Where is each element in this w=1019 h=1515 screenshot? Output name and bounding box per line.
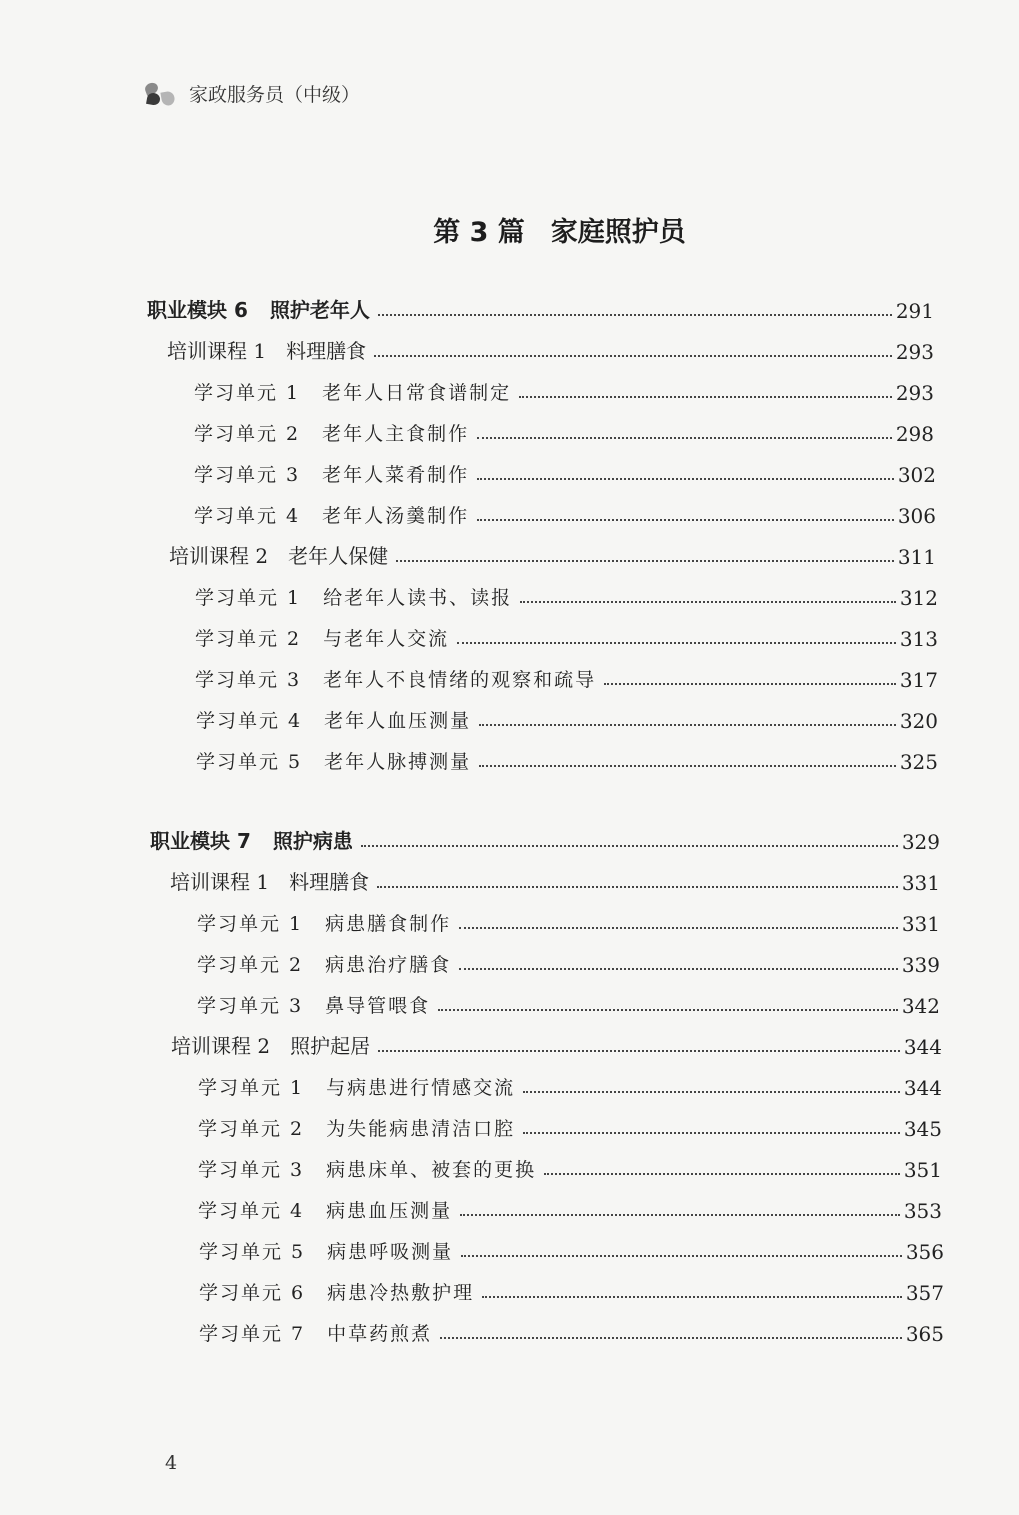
dot-leader [520, 601, 896, 603]
toc-entry-title: 病患呼吸测量 [327, 1241, 454, 1263]
toc-entry-page: 339 [901, 953, 940, 977]
toc-entry-page: 317 [899, 668, 938, 692]
toc-entry-page: 302 [897, 463, 936, 487]
toc-entry-page: 331 [901, 871, 940, 895]
toc-entry-page: 357 [905, 1281, 944, 1305]
toc-entry-course [169, 535, 936, 569]
toc-entry-number: 学习单元 3 [198, 1159, 305, 1181]
toc-entry-page: 293 [895, 381, 934, 405]
toc-entry-title: 老年人日常食谱制定 [322, 382, 512, 404]
part-title [0, 210, 1019, 249]
toc-entry-title: 老年人保健 [288, 544, 389, 568]
toc-entry-page: 311 [897, 545, 936, 569]
dot-leader [396, 560, 894, 562]
dot-leader [479, 724, 896, 726]
dot-leader [479, 765, 896, 767]
dot-leader [378, 1050, 900, 1052]
toc-entry-page: 298 [895, 422, 934, 446]
toc-entry-unit [194, 371, 934, 405]
toc-entry-number: 培训课程 2 [169, 544, 269, 568]
toc-entry-unit [194, 453, 936, 487]
dot-leader [457, 642, 896, 644]
toc-entry-page: 325 [899, 750, 938, 774]
dot-leader [460, 1214, 900, 1216]
toc-entry-page: 331 [901, 912, 940, 936]
toc-entry-title: 病患血压测量 [326, 1200, 453, 1222]
toc-entry-number: 学习单元 3 [197, 995, 304, 1017]
toc-entry-unit [196, 740, 938, 774]
toc-entry-title: 老年人脉搏测量 [324, 751, 472, 773]
dot-leader [477, 437, 892, 439]
toc-entry-number: 学习单元 4 [198, 1200, 305, 1222]
toc-entry-title: 为失能病患清洁口腔 [326, 1118, 516, 1140]
toc-entry-page: 344 [903, 1035, 942, 1059]
toc-entry-page: 320 [899, 709, 938, 733]
toc-entry-unit [197, 943, 940, 977]
toc-entry-title: 老年人不良情绪的观察和疏导 [323, 669, 597, 691]
toc-entry-number: 学习单元 1 [197, 913, 304, 935]
toc-entry-title: 病患床单、被套的更换 [326, 1159, 537, 1181]
toc-entry-unit [198, 1107, 942, 1141]
toc-entry-number: 学习单元 4 [194, 505, 301, 527]
dot-leader [440, 1337, 902, 1339]
toc-entry-number: 学习单元 6 [199, 1282, 306, 1304]
toc-entry-title: 给老年人读书、读报 [323, 587, 513, 609]
toc-entry-number: 学习单元 1 [194, 382, 301, 404]
toc-entry-unit [197, 902, 940, 936]
part-name: 家庭照护员 [550, 217, 686, 248]
running-head [145, 80, 360, 107]
toc-entry-title: 老年人汤羹制作 [322, 505, 470, 527]
dot-leader [459, 968, 898, 970]
toc-entry-title: 照护病患 [272, 829, 353, 853]
toc-entry-page: 293 [895, 340, 934, 364]
toc-entry-title: 料理膳食 [286, 339, 367, 363]
toc-entry-course [167, 330, 934, 364]
toc-entry-page: 329 [901, 830, 940, 854]
toc-entry-module [150, 820, 940, 854]
toc-entry-title: 病患治疗膳食 [325, 954, 452, 976]
dot-leader [477, 519, 894, 521]
toc-entry-title: 病患膳食制作 [325, 913, 452, 935]
page-number: 4 [165, 1452, 178, 1474]
toc-entry-title: 鼻导管喂食 [325, 995, 431, 1017]
dot-leader [361, 845, 898, 847]
toc-entry-unit [199, 1230, 944, 1264]
dot-leader [461, 1255, 902, 1257]
toc-entry-unit [198, 1148, 942, 1182]
toc-entry-title: 中草药煎煮 [327, 1323, 433, 1345]
dot-leader [523, 1091, 900, 1093]
dot-leader [523, 1132, 900, 1134]
toc-entry-number: 学习单元 1 [198, 1077, 305, 1099]
dot-leader [519, 396, 892, 398]
toc-entry-title: 病患冷热敷护理 [327, 1282, 475, 1304]
toc-entry-page: 342 [901, 994, 940, 1018]
toc-entry-number: 学习单元 2 [195, 628, 302, 650]
toc-entry-number: 学习单元 5 [196, 751, 303, 773]
toc-entry-number: 学习单元 2 [197, 954, 304, 976]
toc-entry-unit [194, 494, 936, 528]
toc-entry-number: 培训课程 1 [170, 870, 270, 894]
toc-entry-unit [195, 617, 938, 651]
toc-entry-number: 学习单元 3 [195, 669, 302, 691]
toc-entry-number: 学习单元 4 [196, 710, 303, 732]
toc-entry-title: 照护老年人 [269, 298, 370, 322]
dot-leader [459, 927, 898, 929]
toc-entry-number: 学习单元 3 [194, 464, 301, 486]
toc-entry-unit [194, 412, 934, 446]
toc-entry-unit [199, 1271, 944, 1305]
dot-leader [544, 1173, 900, 1175]
toc-entry-number: 培训课程 2 [171, 1034, 271, 1058]
dot-leader [374, 355, 892, 357]
part-number: 第 3 篇 [433, 217, 525, 248]
dot-leader [377, 886, 898, 888]
toc-entry-module [147, 289, 934, 323]
toc-entry-title: 与老年人交流 [323, 628, 450, 650]
toc-entry-title: 老年人血压测量 [324, 710, 472, 732]
toc-entry-page: 345 [903, 1117, 942, 1141]
toc-entry-page: 313 [899, 627, 938, 651]
dot-leader [477, 478, 894, 480]
toc-entry-unit [196, 699, 938, 733]
toc-entry-number: 学习单元 2 [198, 1118, 305, 1140]
toc-entry-page: 306 [897, 504, 936, 528]
toc-entry-unit [198, 1189, 942, 1223]
toc-entry-page: 353 [903, 1199, 942, 1223]
toc-entry-number: 学习单元 1 [195, 587, 302, 609]
toc-entry-number: 学习单元 5 [199, 1241, 306, 1263]
dot-leader [604, 683, 896, 685]
dot-leader [438, 1009, 898, 1011]
leaf-cluster-icon [145, 82, 179, 106]
toc-entry-title: 与病患进行情感交流 [326, 1077, 516, 1099]
toc-entry-unit [199, 1312, 944, 1346]
toc-entry-unit [195, 576, 938, 610]
toc-entry-title: 老年人主食制作 [322, 423, 470, 445]
toc-entry-page: 312 [899, 586, 938, 610]
running-title: 家政服务员（中级） [189, 84, 361, 106]
dot-leader [482, 1296, 902, 1298]
toc-entry-page: 291 [895, 299, 934, 323]
toc-entry-number: 学习单元 2 [194, 423, 301, 445]
toc-entry-title: 料理膳食 [289, 870, 370, 894]
toc-entry-course [171, 1025, 942, 1059]
toc-entry-number: 培训课程 1 [167, 339, 267, 363]
toc-entry-page: 365 [905, 1322, 944, 1346]
toc-entry-number: 职业模块 7 [150, 829, 251, 853]
dot-leader [378, 314, 892, 316]
toc-entry-unit [195, 658, 938, 692]
toc-entry-page: 351 [903, 1158, 942, 1182]
toc-entry-title: 老年人菜肴制作 [322, 464, 470, 486]
toc-entry-unit [197, 984, 940, 1018]
toc-entry-number: 职业模块 6 [147, 298, 248, 322]
toc-entry-page: 356 [905, 1240, 944, 1264]
toc-entry-course [170, 861, 940, 895]
toc-entry-unit [198, 1066, 942, 1100]
toc-entry-title: 照护起居 [290, 1034, 371, 1058]
toc-entry-number: 学习单元 7 [199, 1323, 306, 1345]
toc-entry-page: 344 [903, 1076, 942, 1100]
